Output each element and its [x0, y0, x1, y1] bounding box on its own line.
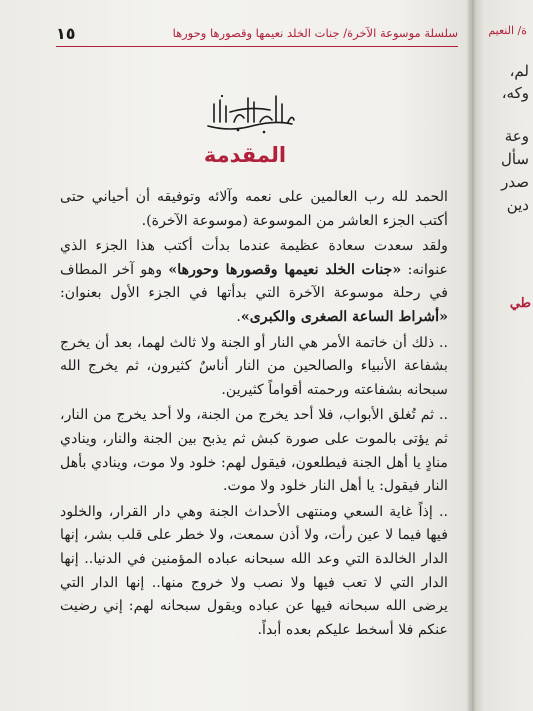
paragraph-5: .. إذاً غاية السعي ومنتهى الأحداث الجنة وهي دار القرار، والخلود فيها فيما لا عين رأت، ولا أذن سمعت، ولا خطر على قلب بشر، إنها الدار الخالدة التي وعد الله سبحانه عباده المؤمنين في الدنيا.. إنها الدار التي لا تعب فيها ولا نصب ولا خروج منها.. إنها الدار التي يرضى الله سبحانه فيها عن عباده ويقول سبحانه لهم: إني رضيت عنكم فلا أسخط عليكم بعده أبداً.: [60, 503, 448, 638]
book-gutter-shadow: [466, 0, 476, 711]
adjacent-page-red-fragment: طي: [509, 296, 531, 311]
adjacent-page-line: دين: [506, 196, 529, 214]
body-text: [60, 186, 448, 642]
paragraph-1: الحمد لله رب العالمين على نعمه وآلائه وتوفيقه أن أحياني حتى أكتب الجزء العاشر من الموسوعة (موسوعة الآخرة).: [60, 189, 448, 229]
adjacent-page-line: صدر: [501, 173, 529, 191]
paragraph-2-middle: وهو آخر المطاف في رحلة موسوعة الآخرة التي بدأتها في الجزء الأول بعنوان:: [60, 261, 448, 302]
running-header: [56, 22, 458, 44]
basmala-calligraphy-icon: [200, 92, 300, 136]
paragraph-3: .. ذلك أن خاتمة الأمر هي النار أو الجنة ولا ثالث لهما، بعد أن يخرج بشفاعة الأنبياء والصالحين من النار أناسٌ كثيرون، ثم يخرج الله سبحانه بشفاعته ورحمته أقواماً كثيرين.: [60, 334, 448, 398]
page-number: ١٥: [56, 23, 76, 43]
book-title-first: «أشراط الساعة الصغرى والكبرى»: [240, 308, 448, 325]
running-header-title: سلسلة موسوعة الآخرة/ جنات الخلد نعيمها وقصورها وحورها: [172, 26, 458, 40]
paragraph-2-end: .: [236, 308, 241, 325]
adjacent-page-line: سأل: [500, 150, 529, 168]
header-rule: [56, 46, 458, 47]
book-title-current: «جنات الخلد نعيمها وقصورها وحورها»: [168, 261, 402, 278]
section-title: المقدمة: [203, 143, 287, 167]
adjacent-page-line: وكه،: [501, 84, 529, 102]
paragraph-2-intro: ولقد سعدت سعادة عظيمة عندما بدأت أكتب هذا الجزء الذي عنوانه:: [60, 238, 448, 278]
adjacent-page-header: ة/ النعيم: [488, 24, 527, 37]
adjacent-page-line: لم،: [509, 62, 529, 80]
adjacent-page-line: وعة: [504, 127, 529, 145]
paragraph-2: [60, 235, 448, 329]
adjacent-page-fragment: [472, 0, 533, 711]
paragraph-4: .. ثم تُغلق الأبواب، فلا أحد يخرج من الجنة، ولا أحد يخرج من النار، ثم يؤتى بالموت على صورة كبش ثم يذبح بين الجنة والنار، وينادي منادٍ يا أهل الجنة فيطلعون، فيقول لهم: خلود ولا موت، وينادي بأهل النار فيقول: يا أهل النار خلود ولا موت.: [60, 407, 448, 495]
